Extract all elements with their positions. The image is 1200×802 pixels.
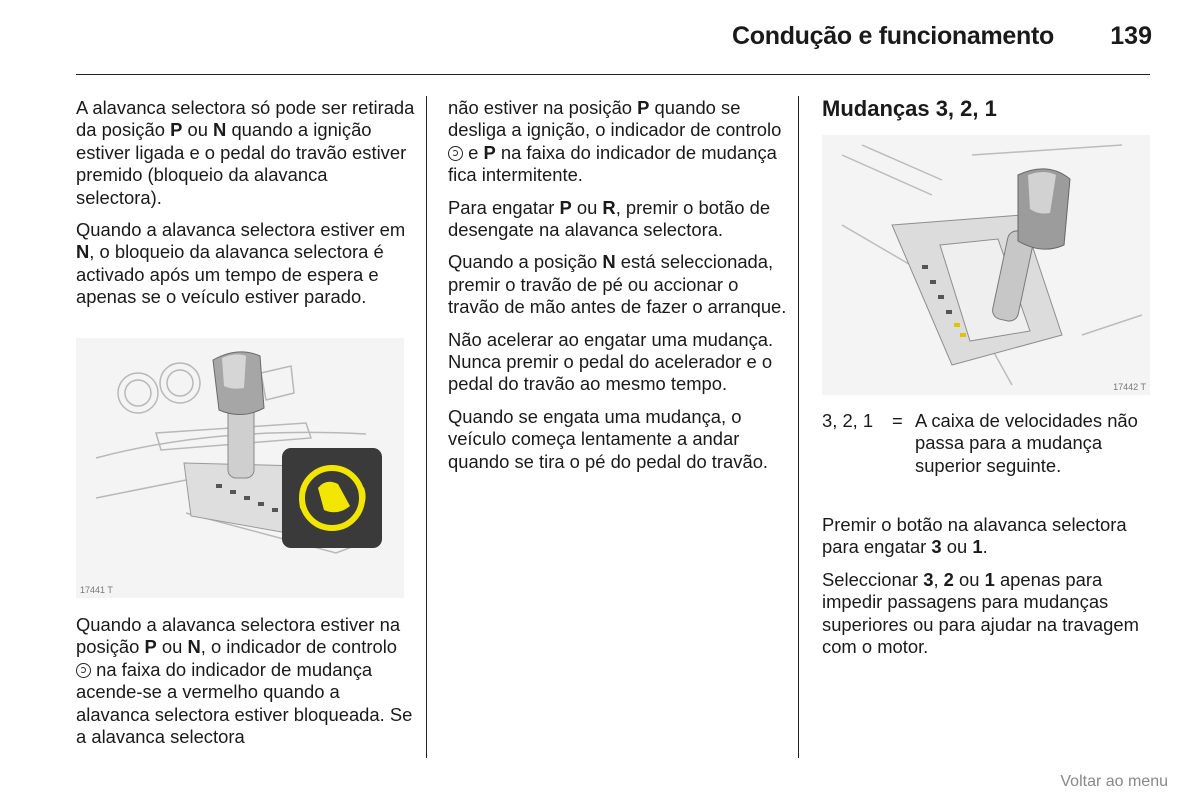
paragraph: Quando a alavanca selectora estiver em N, o bloqueio da alavanca selectora é activado após um tempo de espera e apenas se o veículo estiver parado.	[76, 219, 406, 308]
column-1	[76, 97, 416, 319]
control-indicator-icon	[76, 663, 91, 678]
paragraph: Seleccionar 3, 2 ou 1 apenas para impedir passagens para mudanças superiores ou para ajudar na travagem com o motor.	[822, 568, 1139, 658]
paragraph: Quando a posição N está seleccionada, premir o travão de pé ou accionar o travão de mão antes de fazer o arranque.	[448, 251, 787, 318]
paragraph: não estiver na posição P quando se desliga a ignição, o indicador de controlo e P na faixa do indicador de mudança fica intermitente.	[448, 97, 782, 186]
page-number: 139	[1110, 22, 1152, 50]
gear-selector-illustration	[822, 135, 1150, 395]
section-heading: Mudanças 3, 2, 1	[822, 96, 997, 121]
definition-description: A caixa de velocidades não passa para a mudança superior seguinte.	[915, 410, 1138, 476]
figure-code: 17441 T	[80, 585, 113, 595]
paragraph: Não acelerar ao engatar uma mudança. Nunca premir o pedal do acelerador e o pedal do travão ao mesmo tempo.	[448, 328, 774, 395]
page-header-title: Condução e funcionamento	[732, 22, 1054, 50]
column-divider-1	[426, 96, 427, 758]
definition-equals: =	[892, 410, 903, 431]
gear-lever-lock-figure	[76, 338, 404, 598]
header-rule	[76, 74, 1150, 75]
paragraph: Premir o botão na alavanca selectora para engatar 3 ou 1.	[822, 514, 1127, 558]
paragraph: Quando se engata uma mudança, o veículo começa lentamente a andar quando se tira o pé do pedal do travão.	[448, 405, 769, 472]
column-2	[448, 97, 788, 483]
definition-term: 3, 2, 1	[822, 410, 874, 431]
back-to-menu-link[interactable]: Voltar ao menu	[1060, 773, 1168, 790]
gear-selector-figure	[822, 135, 1150, 395]
paragraph: A alavanca selectora só pode ser retirada da posição P ou N quando a ignição estiver ligada e o pedal do travão estiver premido (bloqueio da alavanca selectora).	[76, 97, 415, 208]
column-3-lower	[822, 514, 1152, 668]
paragraph: Quando a alavanca selectora estiver na posição P ou N, o indicador de controlo na faixa do indicador de mudança acende-se a vermelho quando a alavanca selectora estiver bloqueada. Se a alavanca selectora	[76, 614, 413, 748]
column-1-lower	[76, 614, 416, 758]
figure-code: 17442 T	[1113, 382, 1146, 392]
gear-lever-illustration	[76, 338, 404, 598]
paragraph: Para engatar P ou R, premir o botão de desengate na alavanca selectora.	[448, 196, 771, 241]
control-indicator-icon	[448, 146, 463, 161]
column-divider-2	[798, 96, 799, 758]
